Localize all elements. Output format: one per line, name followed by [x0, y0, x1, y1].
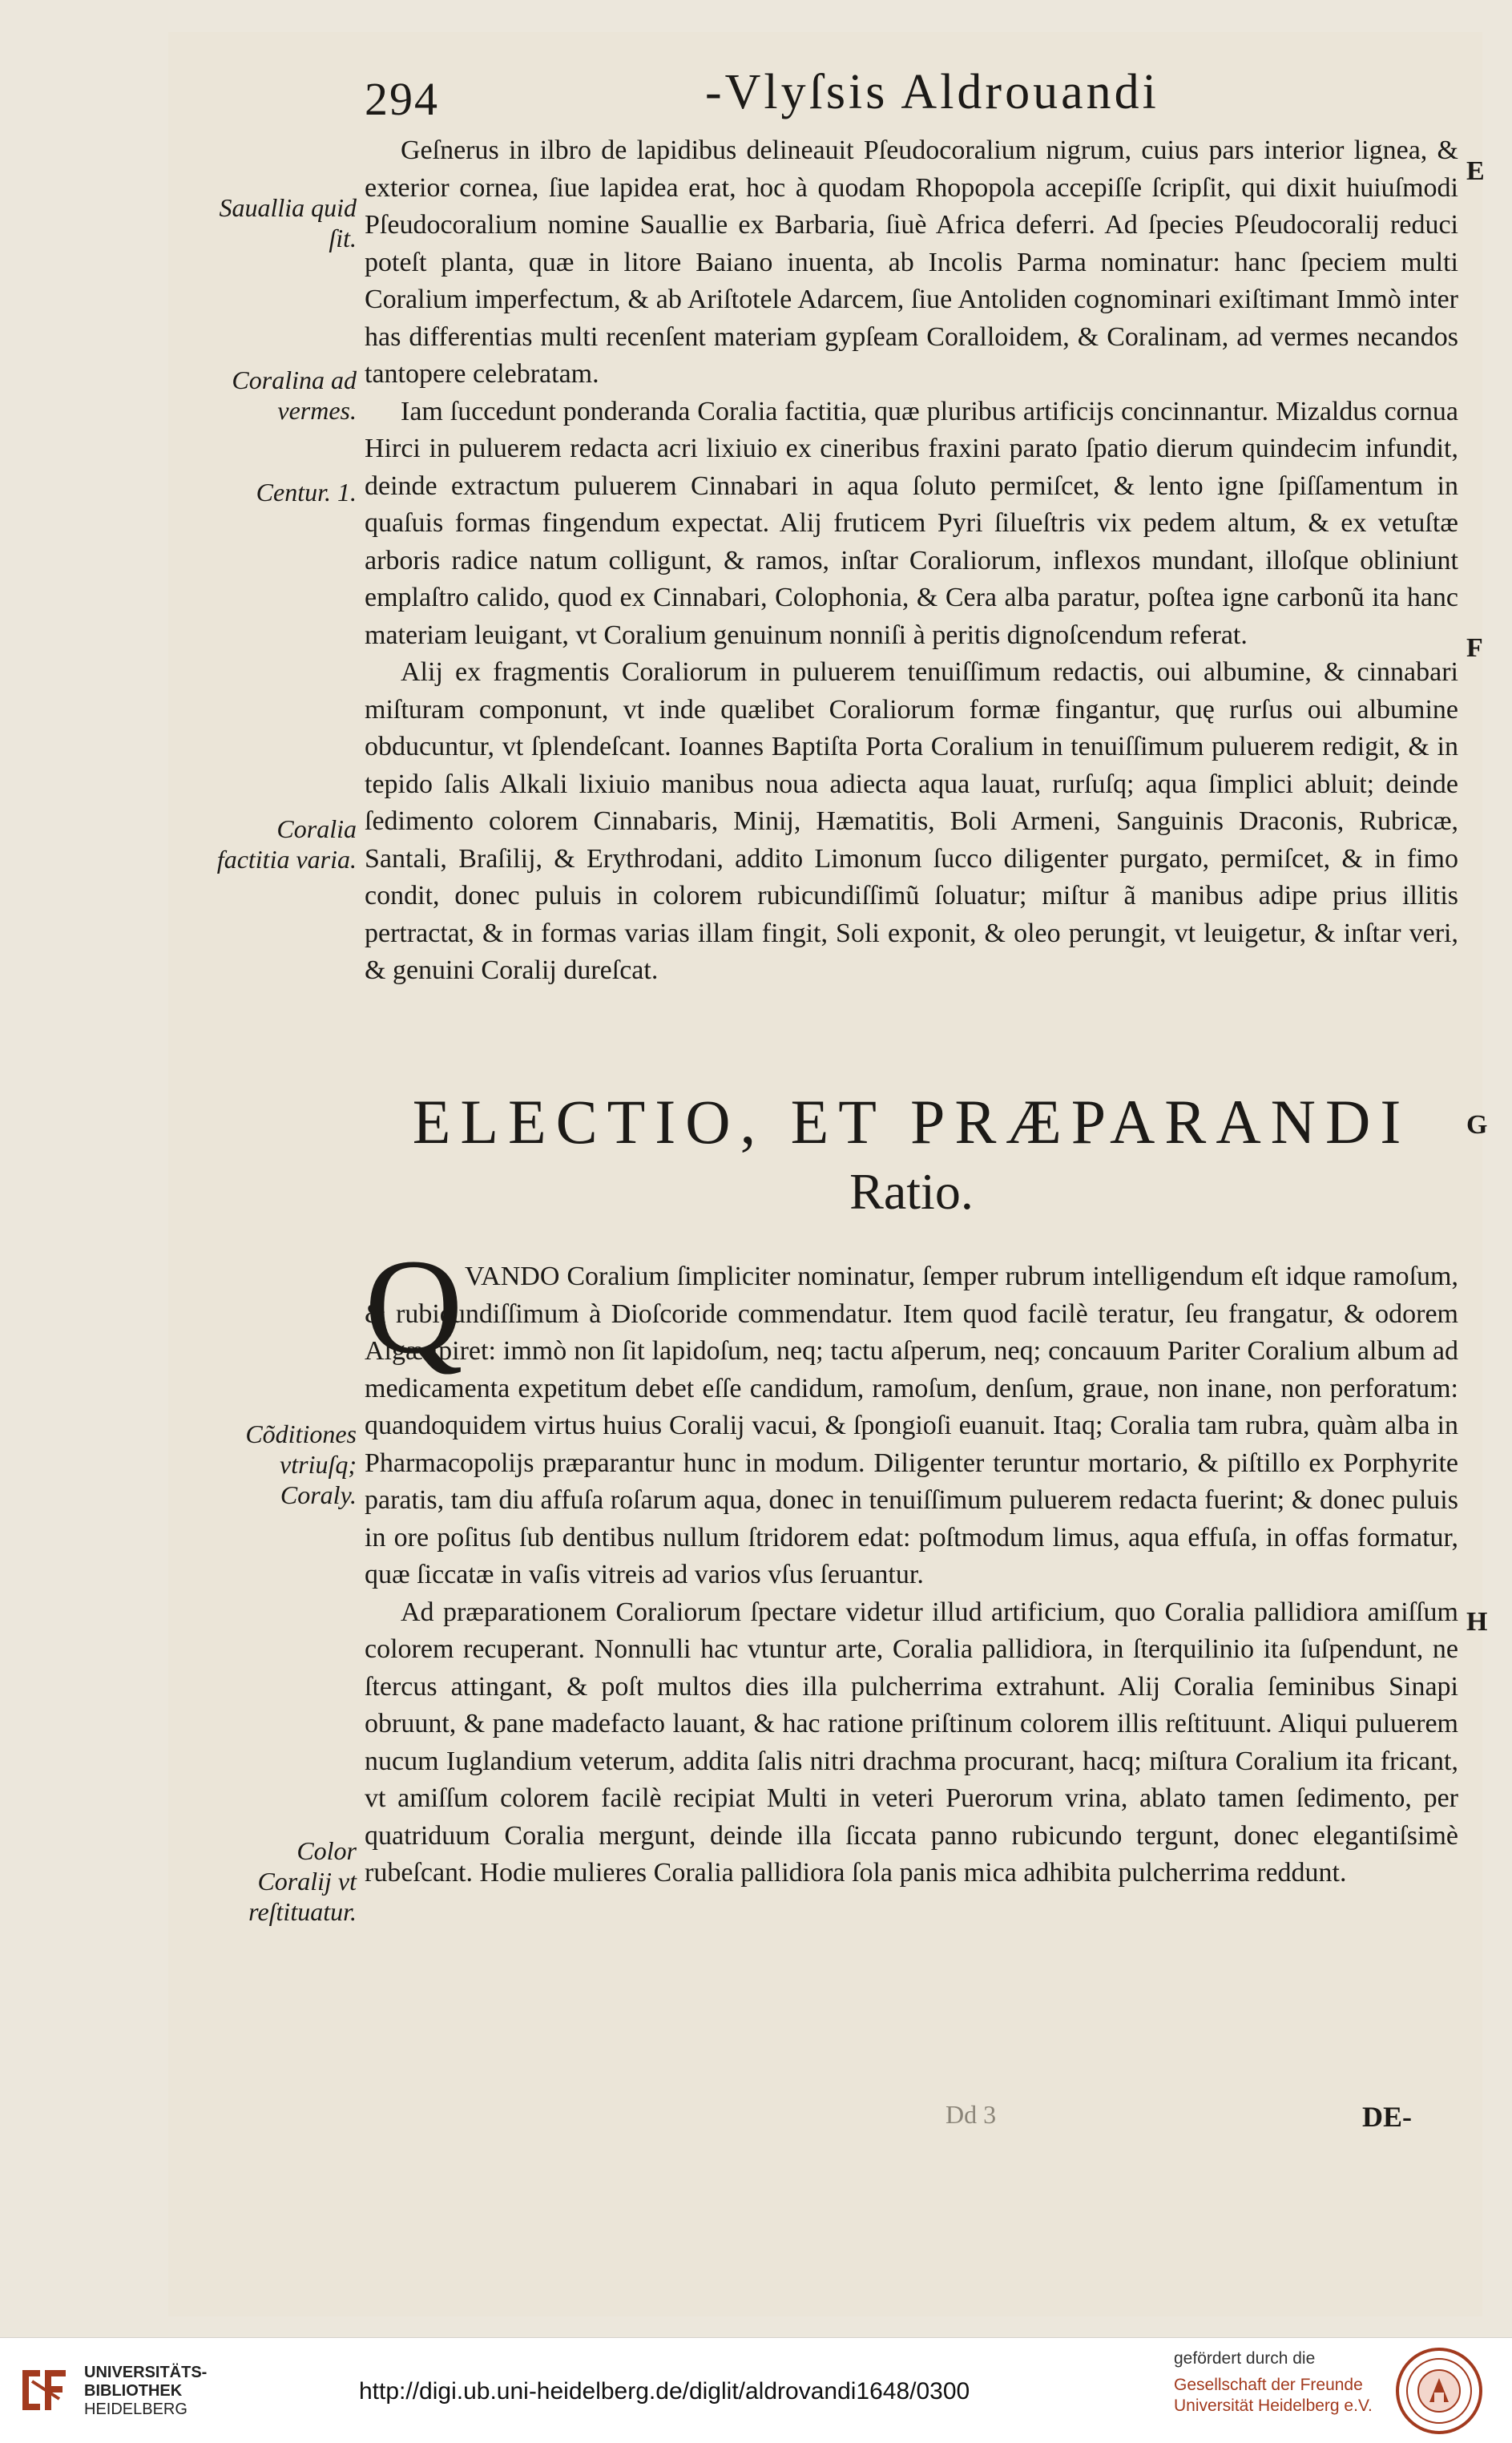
margin-letter: F [1466, 633, 1483, 663]
library-name: UNIVERSITÄTS- BIBLIOTHEK HEIDELBERG [84, 2364, 208, 2418]
page-number: 294 [365, 73, 439, 125]
body-text-bottom [365, 1258, 1458, 1892]
margin-note: Color Coralij vt reſtituatur. [248, 1836, 357, 1926]
section-subtitle: Ratio. [849, 1163, 974, 1220]
margin-letter: G [1466, 1110, 1488, 1140]
drop-cap: Q [365, 1231, 463, 1382]
university-library-logo-icon [16, 2362, 72, 2418]
running-head [0, 64, 1512, 128]
margin-note: Coralina ad vermes. [232, 365, 357, 425]
margin-note: Centur. 1. [256, 478, 357, 507]
margin-letter: E [1466, 156, 1485, 186]
signature-mark: Dd 3 [946, 2100, 997, 2129]
footer-bar [0, 2337, 1512, 2443]
society-name: Gesellschaft der Freunde Universität Heidelberg e.V. [1174, 2376, 1373, 2415]
paragraph: Alij ex fragmentis Coraliorum in puluerem tenuiſſimum redactis, oui albumine, & cinnabari miſturam componunt, vt inde quælibet Coraliorum formæ fingantur, quę rurſus oui albumine obducuntur, vt ſplendeſcant. Ioannes Baptiſta Porta Coralium in tenuiſſimum puluerem redigit, & in tepido ſalis Alkali lixiuio manibus noua adiecta aqua lauat, rurſuſq; aqua ſimplici abluit; deinde ſedimento colorem Cinnabaris, Minij, Hæmatitis, Boli Armeni, Sanguinis Draconis, Rubricæ, Santali, Braſilij, & Erythrodani, addito Limonum ſucco diligenter purgato, permiſcet, & in fimo condit, donec puluis in colorem rubicundiſſimũ ſoluatur; miſtur ã manibus adipe prius illitis pertractat, & in formas varias illam fingit, Soli exponit, & oleo perungit, vt leuigetur, & inſtar veri, & genuini Coralij dureſcat. [365, 657, 1458, 985]
paragraph: Iam ſuccedunt ponderanda Coralia factitia, quæ pluribus artificijs concinnantur. Mizaldus cornua Hirci in puluerem redacta acri lixiuio ex cineribus fraxini parato ſpatio dierum quindecim infundit, deinde extractum puluerem Cinnabari in aqua ſoluto permiſcet, & lento igne ſpiſſamentum in quaſuis formas fingendum expectat. Alij fruticem Pyri ſilueſtris vix pedem altum, & ex vetuſtæ arboris radice natum colligunt, & ramos, inſtar Coraliorum, inflexos mundant, illoſque obliniunt emplaſtro calido, quod ex Cinnabari, Colophonia, & Cera alba paratur, poſtea igne carbonũ ita hanc materiam leuigant, vt Coralium genuinum nonniſi à peritis dignoſcendum referat. [365, 396, 1458, 650]
funded-by-label: gefördert durch die [1174, 2349, 1316, 2368]
body-text-top [365, 132, 1458, 990]
margin-letter: H [1466, 1607, 1488, 1637]
paragraph: Geſnerus in ilbro de lapidibus delineauit Pſeudocoralium nigrum, cuius pars interior lignea, & exterior cornea, ſiue lapidea erat, hoc à quodam Rhopopola accepiſſe ſcripſit, qui dixit huiuſmodi Pſeudocoralium nomine Sauallie ex Barbaria, ſiuè Africa deferri. Ad ſpecies Pſeudocoralij reduci poteſt planta, quæ in litore Baiano inuenta, ab Incolis Parma nominatur: hanc ſpeciem multi Coralium imperfectum, & ab Ariſtotele Adarcem, ſiue Antoliden cognominari exiſtimant Immò inter has differentias multi recenſent materiam gypſeam Coralloidem, & Coralinam, ad vermes necandos tantopere celebratam. [365, 135, 1458, 389]
source-url-link[interactable]: http://digi.ub.uni-heidelberg.de/diglit/aldrovandi1648/0300 [359, 2378, 970, 2405]
university-seal-icon [1394, 2346, 1484, 2436]
margin-note: Sauallia quid ſit. [219, 193, 357, 252]
margin-note: Coralia factitia varia. [216, 814, 357, 874]
margin-note: Cõditiones vtriuſq; Coraly. [245, 1419, 357, 1509]
section-title: ELECTIO, ET PRÆPARANDI [412, 1087, 1411, 1157]
running-title: -Vlyſsis Aldrouandi [705, 65, 1159, 119]
catchword: DE- [1362, 2101, 1412, 2133]
paragraph: Ad præparationem Coraliorum ſpectare videtur illud artificium, quo Coralia pallidiora amiſſum colorem recuperant. Nonnulli hac vtuntur arte, Coralia pallidiora, in ſterquilinio ita ſuſpendunt, ne ſtercus attingant, & poſt multos dies illa pulcherrima extrahunt. Alij Coralia ſeminibus Sinapi obruunt, & pane madefacto lauant, & hac ratione priſtinum colorem illis reſtituunt. Aliqui puluerem nucum Iuglandium veterum, addita ſalis nitri drachma procurant, hacq; miſtura Coralium ita fricant, vt amiſſum colorem facilè recipiat Multi in veteri Puerorum vrina, ablato tamen ſedimento, per quatriduum Coralia mergunt, deinde illa ſiccata panno rubicundo tergunt, donec elegantiſsimè rubeſcant. Hodie mulieres Coralia pallidiora ſola panis mica adhibita pulcherrima reddunt. [365, 1597, 1458, 1888]
paragraph: VANDO Coralium ſimpliciter nominatur, ſemper rubrum intelligendum eſt idque ramoſum, & rubicundiſſimum à Dioſcoride commendatur. Item quod facilè teratur, ſeu frangatur, & odorem Algæ ſpiret: immò non ſit lapidoſum, neq; tactu aſperum, neq; concauum Pariter Coralium album ad medicamenta expetitum debet eſſe candidum, ramoſum, denſum, graue, non inane, non perforatum: quandoquidem virtus huius Coralij vacui, & ſpongioſi euanuit. Itaq; Coralia tam rubra, quàm alba in Pharmacopolijs præparantur hunc in modum. Diligenter teruntur mortario, & piſtillo ex Porphyrite paratis, tam diu affuſa roſarum aqua, donec in tenuiſſimum puluerem redacta fuerint; & donec puluis in ore poſitus ſub dentibus nullum ſtridorem edat: poſtmodum limus, aqua effuſa, in offas formatur, quæ ſiccatæ in vaſis vitreis ad varios vſus ſeruantur. [365, 1262, 1458, 1589]
